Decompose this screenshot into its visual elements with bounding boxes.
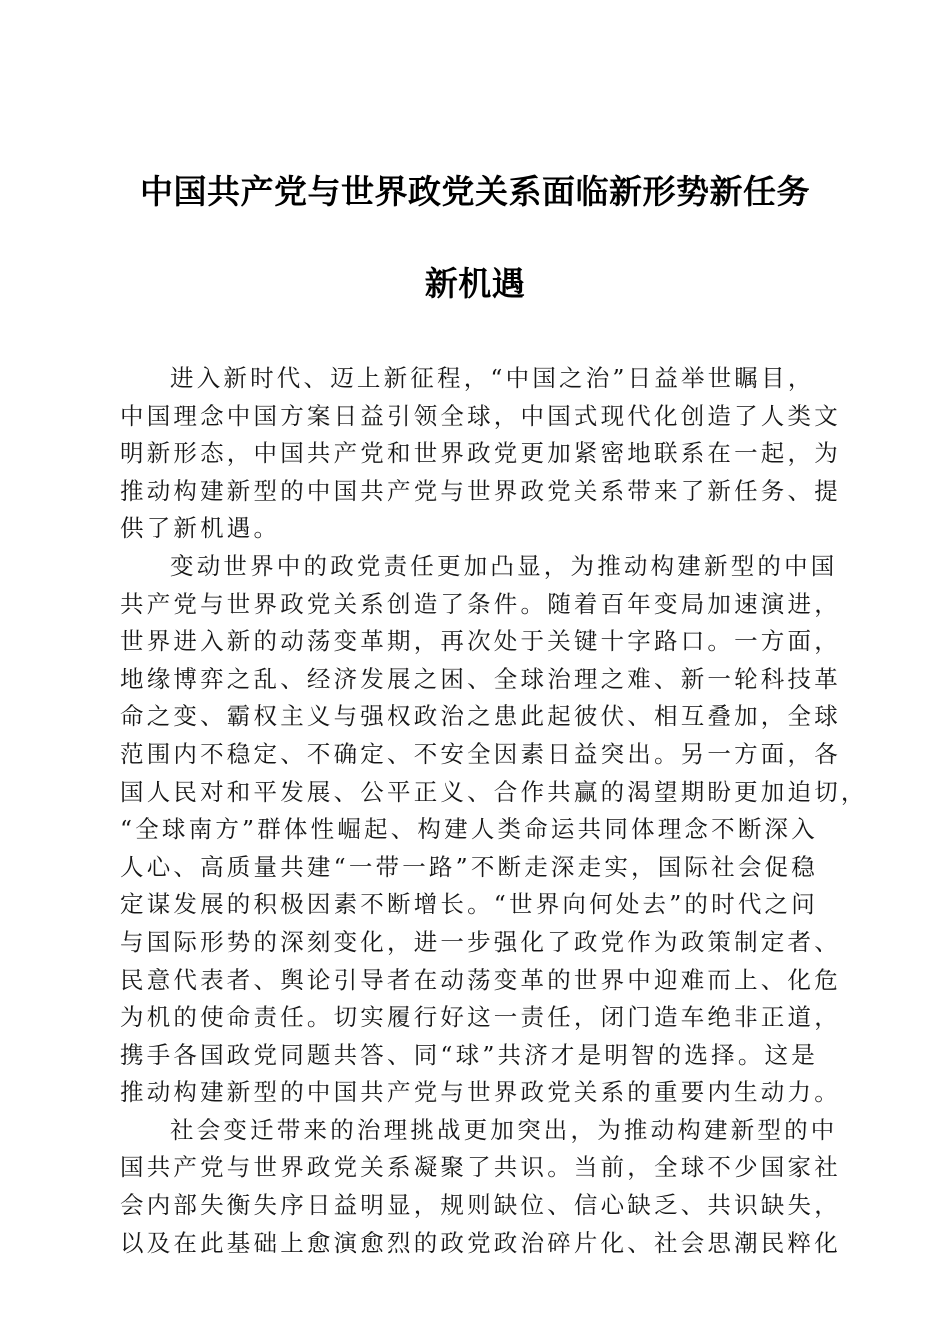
body-line: 会内部失衡失序日益明显，规则缺位、信心缺乏、共识缺失，: [120, 1191, 841, 1220]
body-line: 社会变迁带来的治理挑战更加突出，为推动构建新型的中: [170, 1115, 838, 1144]
body-line: 以及在此基础上愈演愈烈的政党政治碎片化、社会思潮民粹化: [120, 1228, 841, 1257]
body-line: 范围内不稳定、不确定、不安全因素日益突出。另一方面，各: [120, 739, 841, 768]
document-body: [120, 360, 868, 1262]
title-line-2: 新机遇: [424, 264, 526, 303]
title-line-1: 中国共产党与世界政党关系面临新形势新任务: [140, 172, 810, 211]
body-line: 人心、高质量共建“一带一路”不断走深走实，国际社会促稳: [120, 852, 818, 881]
body-line: 国人民对和平发展、公平正义、合作共赢的渴望期盼更加迫切，: [120, 777, 868, 806]
body-line: 推动构建新型的中国共产党与世界政党关系的重要内生动力。: [120, 1078, 841, 1107]
body-line: 与国际形势的深刻变化，进一步强化了政党作为政策制定者、: [120, 927, 841, 956]
document-title: [100, 170, 850, 306]
body-line: 进入新时代、迈上新征程，“中国之治”日益举世瞩目，: [170, 364, 815, 392]
body-line: 定谋发展的积极因素不断增长。“世界向何处去”的时代之问: [120, 890, 818, 919]
body-line: 命之变、霸权主义与强权政治之患此起彼伏、相互叠加，全球: [120, 702, 841, 731]
body-line: 中国理念中国方案日益引领全球，中国式现代化创造了人类文: [120, 401, 841, 430]
body-line: 变动世界中的政党责任更加凸显，为推动构建新型的中国: [170, 551, 838, 580]
body-line: 明新形态，中国共产党和世界政党更加紧密地联系在一起，为: [120, 439, 841, 468]
body-line: 国共产党与世界政党关系凝聚了共识。当前，全球不少国家社: [120, 1153, 841, 1182]
body-line: 地缘博弈之乱、经济发展之困、全球治理之难、新一轮科技革: [120, 664, 841, 693]
body-line: 世界进入新的动荡变革期，再次处于关键十字路口。一方面，: [120, 627, 841, 656]
body-line: 携手各国政党同题共答、同“球”共济才是明智的选择。这是: [120, 1040, 818, 1069]
body-line: 为机的使命责任。切实履行好这一责任，闭门造车绝非正道，: [120, 1003, 841, 1032]
body-line: “全球南方”群体性崛起、构建人类命运共同体理念不断深入: [120, 815, 818, 844]
body-line: 民意代表者、舆论引导者在动荡变革的世界中迎难而上、化危: [120, 965, 841, 994]
body-line: 供了新机遇。: [120, 514, 281, 543]
body-line: 共产党与世界政党关系创造了条件。随着百年变局加速演进，: [120, 589, 841, 618]
body-line: 推动构建新型的中国共产党与世界政党关系带来了新任务、提: [120, 476, 841, 505]
